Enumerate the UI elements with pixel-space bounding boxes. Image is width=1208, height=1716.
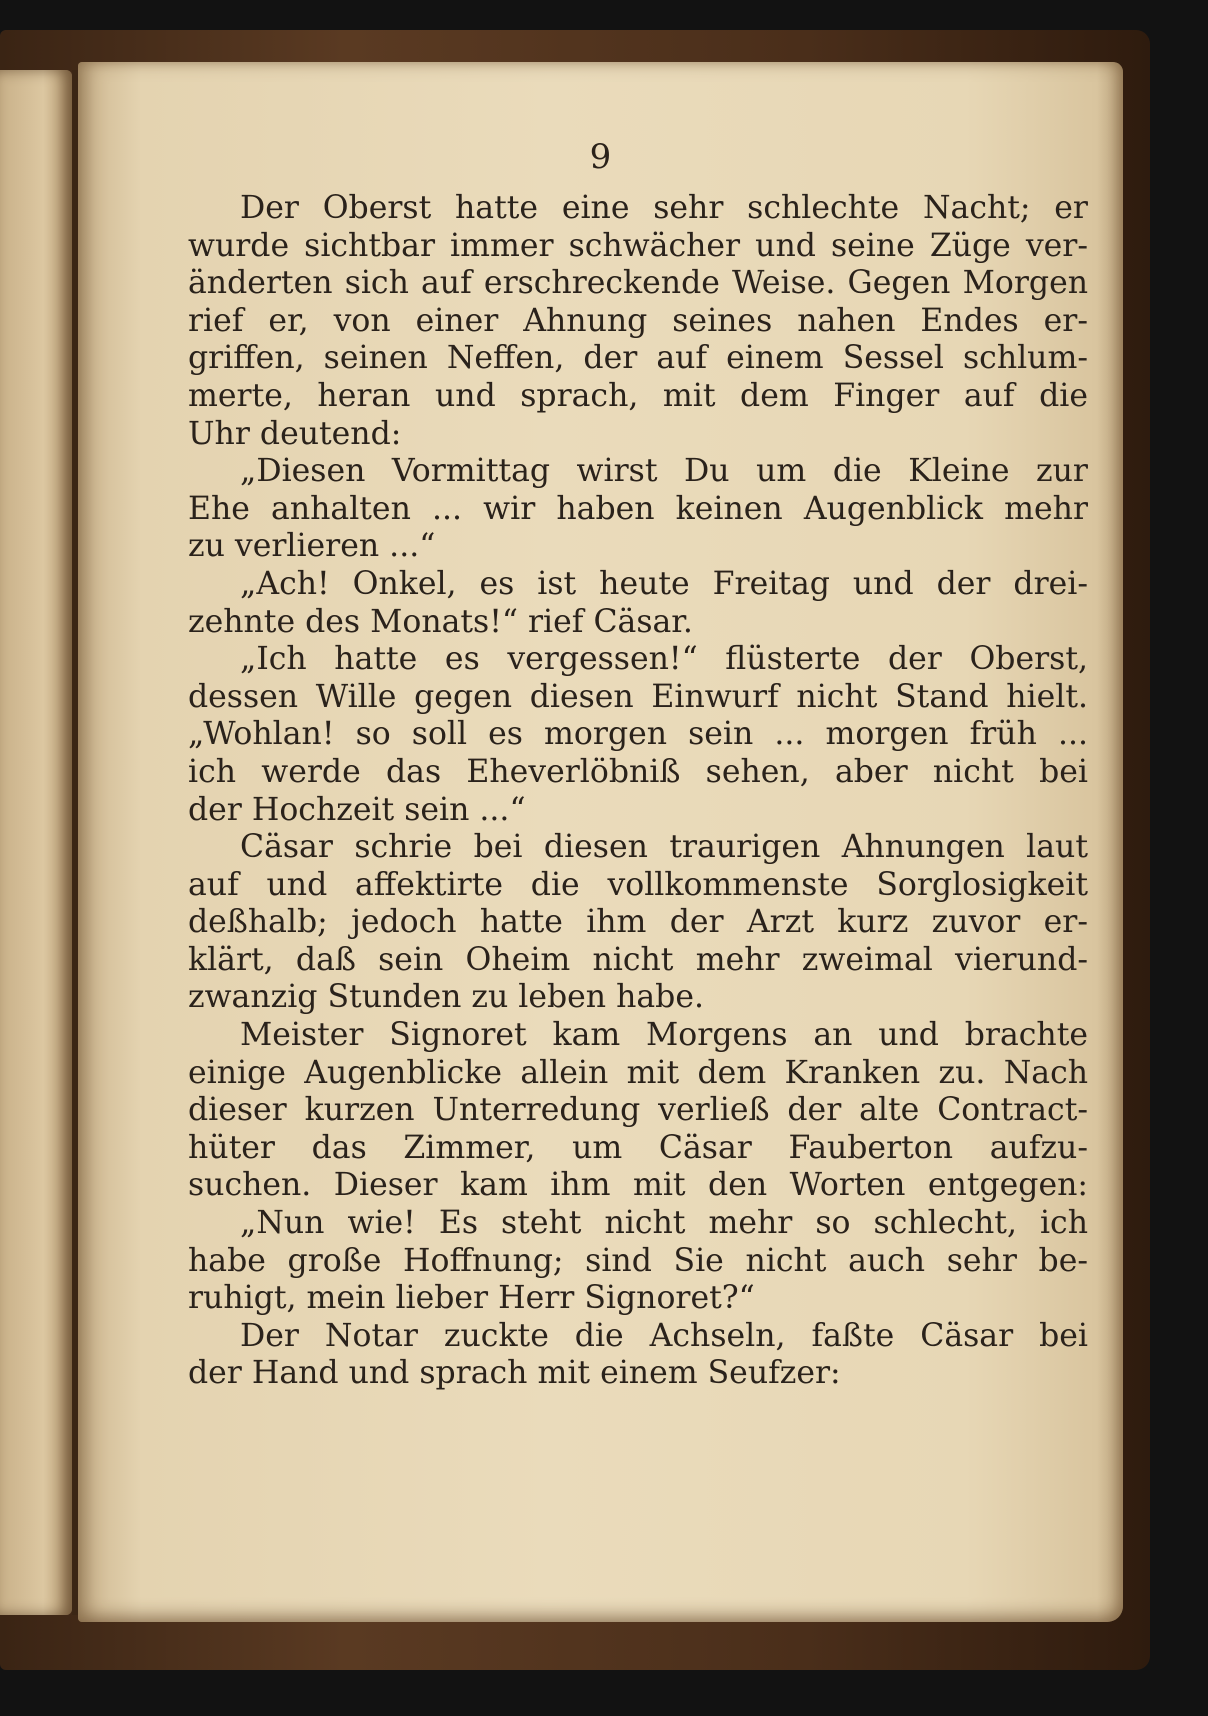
text-line: suchen. Dieser kam ihm mit den Worten entgegen: [188,1167,1088,1204]
text-line: Uhr deutend: [188,415,402,452]
page-text [188,190,1088,1393]
text-line: zwanzig Stunden zu leben habe. [188,979,704,1016]
text-line: zu verlieren ...“ [188,528,436,565]
text-line: Cäsar schrie bei diesen traurigen Ahnungen laut [240,829,1088,866]
text-line: ich werde das Eheverlöbniß sehen, aber nicht bei [188,753,1088,790]
text-line: Ehe anhalten ... wir haben keinen Augenblick mehr [188,490,1088,527]
text-line: merte, heran und sprach, mit dem Finger auf die [188,377,1088,414]
text-line: rief er, von einer Ahnung seines nahen Endes er- [188,302,1088,339]
text-line: Der Oberst hatte eine sehr schlechte Nacht; er [240,190,1088,226]
text-line: Meister Signoret kam Morgens an und brachte [240,1017,1088,1054]
text-line: „Ach! Onkel, es ist heute Freitag und der drei- [240,565,1088,602]
text-line: änderten sich auf erschreckende Weise. Gegen Morgen [188,265,1088,302]
page-number: 9 [589,137,612,177]
text-line: einige Augenblicke allein mit dem Kranken zu. Nach [188,1054,1088,1091]
text-line: der Hochzeit sein ...“ [188,791,526,828]
text-line: deßhalb; jedoch hatte ihm der Arzt kurz zuvor er- [188,904,1088,941]
book-page [78,62,1123,1622]
text-line: dieser kurzen Unterredung verließ der alte Contract- [188,1092,1088,1129]
text-line: ruhigt, mein lieber Herr Signoret?“ [188,1280,755,1317]
text-line: klärt, daß sein Oheim nicht mehr zweimal vierund- [188,941,1088,978]
text-line: „Diesen Vormittag wirst Du um die Kleine zur [240,453,1088,490]
text-line: wurde sichtbar immer schwächer und seine Züge ver- [188,227,1088,264]
text-line: zehnte des Monats!“ rief Cäsar. [188,603,693,640]
left-page-edge [0,70,72,1615]
text-line: „Nun wie! Es steht nicht mehr so schlecht, ich [240,1205,1088,1242]
text-line: auf und affektirte die vollkommenste Sorglosigkeit [188,866,1088,903]
text-line: dessen Wille gegen diesen Einwurf nicht Stand hielt. [188,678,1088,715]
text-line: der Hand und sprach mit einem Seufzer: [188,1355,841,1392]
text-line: habe große Hoffnung; sind Sie nicht auch sehr be- [188,1242,1088,1279]
text-line: hüter das Zimmer, um Cäsar Fauberton aufzu- [188,1129,1088,1166]
text-line: „Wohlan! so soll es morgen sein ... morgen früh ... [188,716,1088,753]
text-line: Der Notar zuckte die Achseln, faßte Cäsar bei [240,1317,1088,1354]
text-line: griffen, seinen Neffen, der auf einem Sessel schlum- [188,340,1088,377]
text-line: „Ich hatte es vergessen!“ flüsterte der Oberst, [240,641,1088,678]
